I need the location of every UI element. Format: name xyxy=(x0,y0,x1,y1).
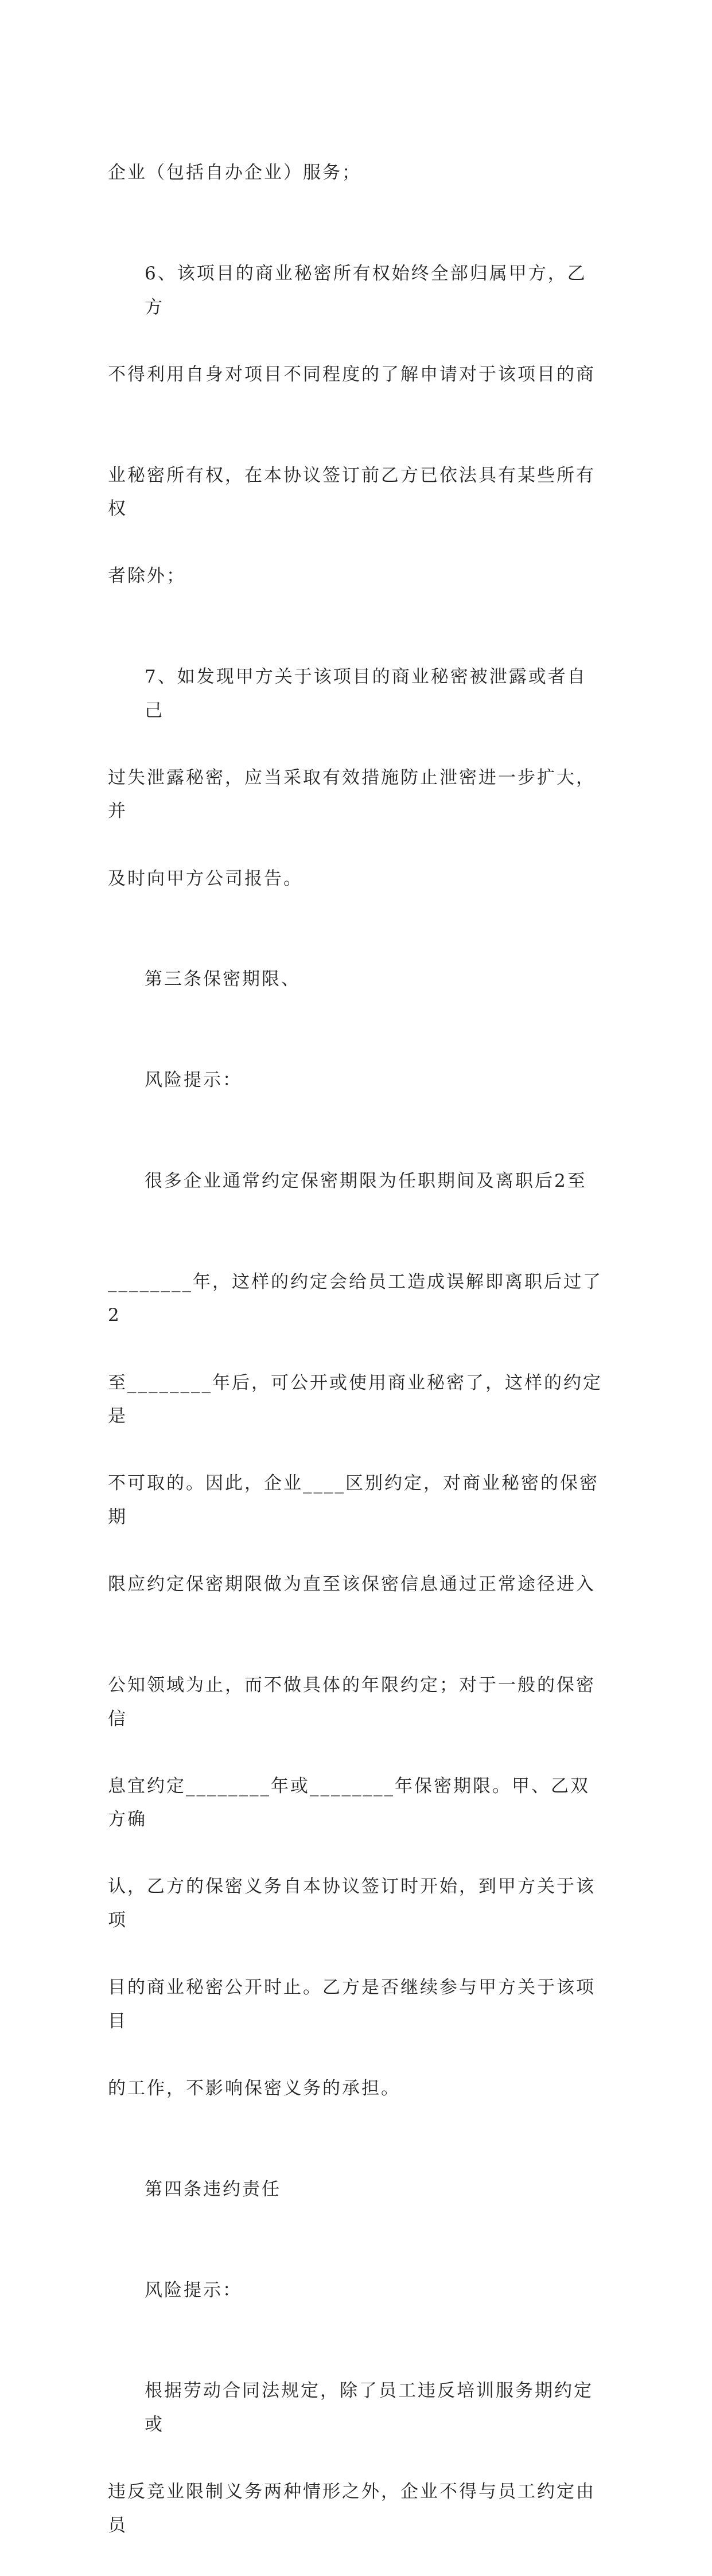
text-line: 及时向甲方公司报告。 xyxy=(108,868,303,889)
risk-notice-label: 风险提示： xyxy=(145,1070,242,1091)
text-line: 违反竞业限制义务两种情形之外，企业不得与员工约定由员 xyxy=(108,2481,596,2536)
clause-6-line: 6、该项目的商业秘密所有权始终全部归属甲方，乙方 xyxy=(145,263,587,318)
text-line: 公知领域为止，而不做具体的年限约定；对于一般的保密信 xyxy=(108,1674,596,1729)
text-line: 认，乙方的保密义务自本协议签订时开始，到甲方关于该项 xyxy=(108,1876,596,1931)
article-3-heading: 第三条保密期限、 xyxy=(145,969,301,990)
text-line: 目的商业秘密公开时止。乙方是否继续参与甲方关于该项目 xyxy=(108,1977,596,2032)
article-4-heading: 第四条违约责任 xyxy=(145,2179,281,2200)
risk-notice-label: 风险提示： xyxy=(145,2279,242,2301)
text-line: 者除外； xyxy=(108,566,186,587)
text-line: 息宜约定________年或________年保密期限。甲、乙双方确 xyxy=(108,1775,590,1830)
text-line: 过失泄露秘密，应当采取有效措施防止泄密进一步扩大，并 xyxy=(108,767,596,822)
labor-law-paragraph-line: 根据劳动合同法规定，除了员工违反培训服务期约定或 xyxy=(145,2380,593,2435)
text-line: ________年，这样的约定会给员工造成误解即离职后过了2 xyxy=(108,1271,602,1326)
document-body xyxy=(108,89,606,2576)
text-line: 至________年后，可公开或使用商业秘密了，这样的约定是 xyxy=(108,1372,602,1427)
text-line: 不可取的。因此，企业____区别约定，对商业秘密的保密期 xyxy=(108,1473,599,1527)
risk-paragraph-line: 很多企业通常约定保密期限为任职期间及离职后2至 xyxy=(145,1171,587,1191)
text-line: 的工作，不影响保密义务的承担。 xyxy=(108,2078,400,2099)
clause-7-line: 7、如发现甲方关于该项目的商业秘密被泄露或者自己 xyxy=(145,667,587,721)
text-line: 业秘密所有权，在本协议签订前乙方已依法具有某些所有权 xyxy=(108,465,596,520)
text-line: 企业（包括自办企业）服务； xyxy=(108,162,361,184)
text-line: 不得利用自身对项目不同程度的了解申请对于该项目的商 xyxy=(108,364,596,385)
text-line: 限应约定保密期限做为直至该保密信息通过正常途径进入 xyxy=(108,1574,596,1595)
